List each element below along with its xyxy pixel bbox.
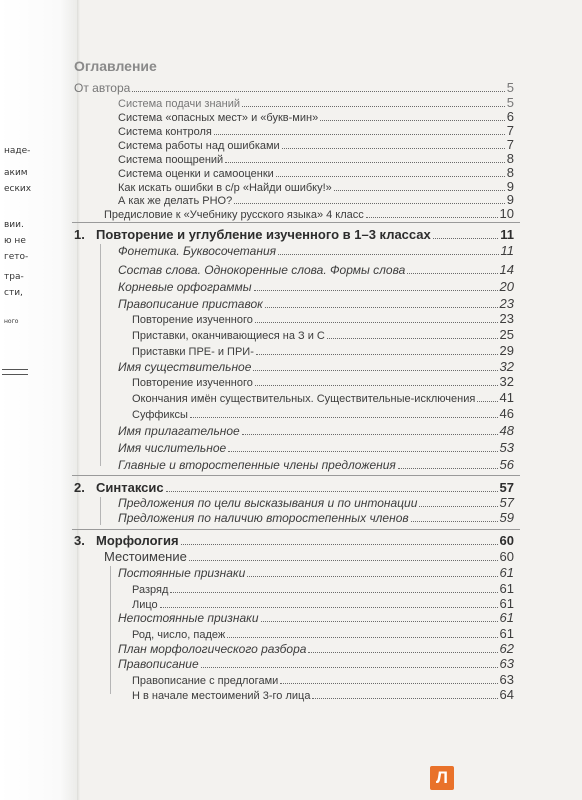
toc-chapter[interactable]: [74, 480, 514, 495]
toc-entry-label: Система работы над ошибками: [118, 140, 280, 152]
toc-entry[interactable]: [118, 457, 514, 472]
chapter-divider: [72, 222, 520, 223]
toc-entry-label: Корневые орфограммы: [118, 280, 252, 294]
toc-entry[interactable]: [118, 109, 514, 124]
toc-page-number: 41: [499, 390, 514, 405]
toc-entry-label: Как искать ошибки в с/р «Найди ошибку!»: [118, 182, 332, 194]
leader-dots: [160, 607, 498, 608]
toc-entry[interactable]: [132, 343, 514, 358]
toc-entry-label: Система «опасных мест» и «букв-мин»: [118, 112, 319, 124]
chapter-number: 3.: [74, 533, 85, 548]
toc-page-number: 57: [499, 480, 514, 495]
leader-dots: [407, 273, 497, 274]
toc-page-number: 61: [499, 565, 514, 580]
leader-dots: [255, 385, 498, 386]
toc-page-number: 23: [499, 296, 514, 311]
bleed-text: аким: [4, 168, 28, 178]
toc-entry-label: Окончания имён существительных. Существительные-исключения: [132, 393, 476, 405]
bleed-text: тра-: [4, 272, 24, 282]
leader-dots: [132, 91, 504, 92]
leader-dots: [181, 544, 498, 545]
chapter-divider: [72, 475, 520, 476]
toc-entry-label: Главные и второстепенные члены предложения: [118, 458, 396, 472]
toc-entry-label: Постоянные признаки: [118, 566, 246, 580]
toc-page-number: 5: [506, 80, 514, 95]
leader-dots: [282, 148, 505, 149]
toc-entry[interactable]: [118, 656, 514, 671]
leader-dots: [254, 290, 498, 291]
toc-page-number: 46: [499, 406, 514, 421]
toc-entry[interactable]: [118, 151, 514, 166]
toc-entry-label: А как же делать РНО?: [118, 195, 233, 207]
toc-entry[interactable]: [118, 565, 514, 580]
toc-entry-label: Правописание с предлогами: [132, 675, 279, 687]
toc-chapter[interactable]: [74, 533, 514, 548]
toc-entry[interactable]: [118, 262, 514, 277]
leader-dots: [265, 307, 498, 308]
toc-page-number: 60: [499, 533, 514, 548]
toc-page-number: 29: [499, 343, 514, 358]
toc-entry-label: Местоимение: [104, 549, 187, 564]
section-bar: [100, 244, 101, 466]
leader-dots: [280, 683, 497, 684]
bleed-text: ю не: [4, 236, 26, 246]
toc-entry[interactable]: [118, 95, 514, 110]
chapter-divider: [72, 529, 520, 530]
section-bar: [100, 497, 101, 525]
chapter-number: 2.: [74, 480, 85, 495]
toc-page-number: 25: [499, 327, 514, 342]
leader-dots: [308, 652, 497, 653]
toc-entry-label: Правописание приставок: [118, 297, 263, 311]
toc-page-number: 8: [506, 151, 514, 166]
toc-entry[interactable]: [132, 687, 514, 702]
toc-entry-label: Предложения по наличию второстепенных членов: [118, 511, 409, 525]
toc-entry[interactable]: [132, 374, 514, 389]
toc-entry-label: Повторение изученного: [132, 377, 253, 389]
leader-dots: [419, 506, 497, 507]
chapter-number: 1.: [74, 227, 85, 242]
leader-dots: [234, 203, 505, 204]
toc-entry-label: Морфология: [96, 533, 179, 548]
toc-entry-label: Приставки, оканчивающиеся на З и С: [132, 330, 325, 342]
toc-entry[interactable]: [132, 672, 514, 687]
leader-dots: [477, 401, 497, 402]
toc-page-number: 61: [499, 626, 514, 641]
toc-page-number: 63: [499, 672, 514, 687]
leader-dots: [253, 370, 497, 371]
book-spine-shadow: [77, 0, 80, 800]
toc-entry[interactable]: [132, 390, 514, 405]
toc-entry[interactable]: [118, 165, 514, 180]
toc-entry[interactable]: [132, 626, 514, 641]
leader-dots: [255, 322, 498, 323]
bleed-text: еских: [4, 184, 32, 194]
toc-entry[interactable]: [118, 610, 514, 625]
toc-entry-label: Род, число, падеж: [132, 629, 226, 641]
leader-dots: [170, 592, 497, 593]
toc-entry-label: Имя существительное: [118, 360, 252, 374]
toc-page-number: 7: [506, 137, 514, 152]
bleed-text: сти,: [4, 288, 23, 298]
toc-page-number: 10: [499, 206, 514, 221]
toc-entry-label: Имя прилагательное: [118, 424, 240, 438]
toc-entry[interactable]: [118, 296, 514, 311]
toc-entry[interactable]: [118, 359, 514, 374]
toc-entry-label: Правописание: [118, 657, 199, 671]
toc-entry-label: План морфологического разбора: [118, 642, 307, 656]
toc-entry[interactable]: [118, 243, 514, 258]
leader-dots: [166, 491, 498, 492]
toc-page-number: 61: [499, 596, 514, 611]
leader-dots: [189, 560, 498, 561]
toc-entry-label: Лицо: [132, 599, 158, 611]
toc-entry[interactable]: [118, 440, 514, 455]
toc-page-number: 6: [506, 109, 514, 124]
bleed-rule: [2, 369, 28, 375]
toc-entry[interactable]: [118, 423, 514, 438]
toc-page-number: 61: [499, 610, 514, 625]
leader-dots: [190, 417, 498, 418]
leader-dots: [214, 134, 505, 135]
toc-entry[interactable]: [118, 495, 514, 510]
leader-dots: [320, 120, 505, 121]
toc-entry-label: Непостоянные признаки: [118, 611, 259, 625]
toc-entry-label: Система оценки и самооценки: [118, 168, 274, 180]
bleed-text: гето-: [4, 252, 29, 262]
leader-dots: [242, 106, 505, 107]
toc-page-number: 11: [500, 243, 514, 258]
leader-dots: [411, 521, 498, 522]
previous-page-edge: [0, 0, 80, 800]
page-title: Оглавление: [74, 58, 157, 74]
toc-entry-label: Состав слова. Однокоренные слова. Формы слова: [118, 263, 406, 277]
toc-entry-label: Предисловие к «Учебнику русского языка» 4 класс: [104, 209, 364, 221]
toc-entry[interactable]: [132, 327, 514, 342]
toc-page-number: 60: [499, 549, 514, 564]
toc-entry-label: Предложения по цели высказывания и по интонации: [118, 496, 418, 510]
toc-entry-label: Приставки ПРЕ- и ПРИ-: [132, 346, 254, 358]
bleed-text: вии.: [4, 220, 24, 230]
toc-page-number: 11: [500, 227, 514, 242]
toc-page-number: 59: [499, 510, 514, 525]
leader-dots: [312, 698, 497, 699]
toc-entry-label: Имя числительное: [118, 441, 227, 455]
toc-entry[interactable]: [104, 549, 514, 564]
toc-page-number: 64: [499, 687, 514, 702]
toc-entry[interactable]: [118, 279, 514, 294]
toc-entry[interactable]: [132, 581, 514, 596]
toc-page-number: 62: [499, 641, 514, 656]
toc-page-number: 23: [499, 311, 514, 326]
leader-dots: [225, 162, 505, 163]
leader-dots: [334, 190, 505, 191]
leader-dots: [433, 238, 498, 239]
toc-page-number: 48: [499, 423, 514, 438]
toc-entry-label: Система подачи знаний: [118, 98, 241, 110]
toc-entry-label: От автора: [74, 81, 131, 95]
toc-entry[interactable]: [132, 311, 514, 326]
toc-entry[interactable]: [118, 510, 514, 525]
toc-page-number: 5: [506, 95, 514, 110]
toc-entry-label: Синтаксис: [96, 480, 164, 495]
toc-entry-label: Фонетика. Буквосочетания: [118, 244, 277, 258]
toc-page-number: 57: [499, 495, 514, 510]
toc-page-number: 53: [499, 440, 514, 455]
toc-page-number: 56: [499, 457, 514, 472]
toc-entry[interactable]: [118, 123, 514, 138]
toc-entry[interactable]: [118, 192, 514, 207]
leader-dots: [261, 621, 498, 622]
toc-entry-label: Система поощрений: [118, 154, 224, 166]
toc-entry-label: Суффиксы: [132, 409, 188, 421]
toc-page-number: 61: [499, 581, 514, 596]
toc-page-number: 8: [506, 165, 514, 180]
toc-page-number: 32: [499, 359, 514, 374]
leader-dots: [278, 254, 498, 255]
leader-dots: [327, 338, 498, 339]
publisher-logo-icon: Л: [430, 766, 454, 790]
leader-dots: [276, 176, 505, 177]
leader-dots: [201, 667, 498, 668]
toc-page-number: 9: [506, 192, 514, 207]
leader-dots: [242, 434, 498, 435]
toc-entry-label: Разряд: [132, 584, 169, 596]
bleed-text: ного: [4, 318, 19, 325]
leader-dots: [227, 637, 497, 638]
toc-entry-label: Повторение и углубление изученного в 1–3 классах: [96, 227, 431, 242]
toc-page-number: 14: [499, 262, 514, 277]
bleed-text: наде-: [4, 146, 31, 156]
toc-page-number: 63: [499, 656, 514, 671]
toc-entry[interactable]: [74, 80, 514, 95]
leader-dots: [398, 468, 498, 469]
section-bar: [110, 566, 111, 694]
toc-entry-label: Система контроля: [118, 126, 212, 138]
toc-page-number: 20: [499, 279, 514, 294]
leader-dots: [228, 451, 497, 452]
toc-page-number: 9: [506, 179, 514, 194]
leader-dots: [256, 354, 498, 355]
toc-page-number: 7: [506, 123, 514, 138]
toc-chapter[interactable]: [74, 227, 514, 242]
toc-entry-label: Повторение изученного: [132, 314, 253, 326]
toc-entry[interactable]: [132, 406, 514, 421]
toc-entry[interactable]: [104, 206, 514, 221]
toc-entry[interactable]: [132, 596, 514, 611]
toc-entry-label: Н в начале местоимений 3-го лица: [132, 690, 311, 702]
toc-page-number: 32: [499, 374, 514, 389]
leader-dots: [247, 576, 497, 577]
leader-dots: [366, 217, 498, 218]
toc-entry[interactable]: [118, 641, 514, 656]
toc-entry[interactable]: [118, 137, 514, 152]
